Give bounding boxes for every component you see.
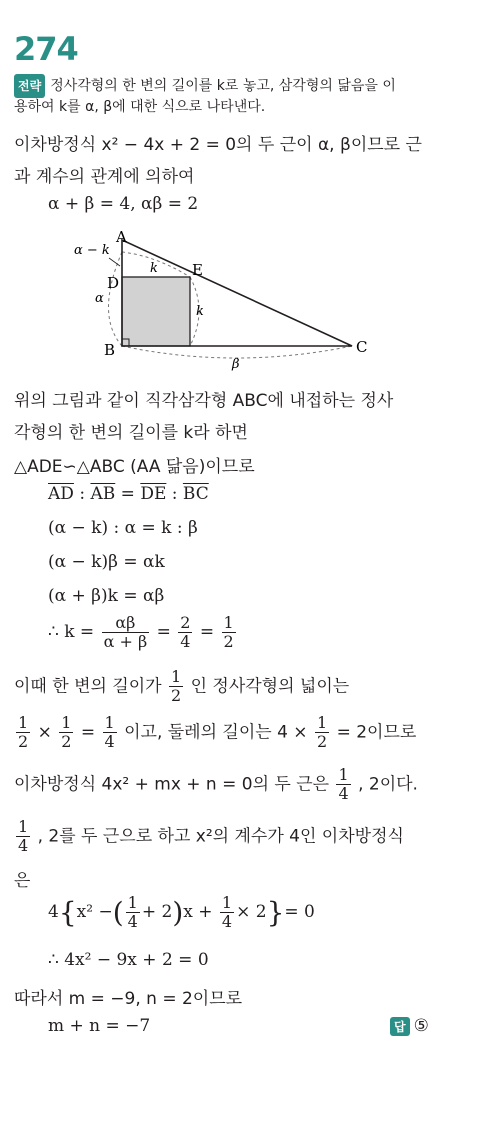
- problem-number: 274: [14, 30, 78, 68]
- segment-ad: $\overline{AD}$: [48, 484, 74, 504]
- line-ratio-alpha: (α − k) : α = k : β: [48, 518, 198, 538]
- line-m-n-values: 따라서 m = −9, n = 2이므로: [14, 989, 243, 1009]
- line-area-intro: 이때 한 변의 길이가 $\frac{1}{2}$ 인 정사각형의 넓이는: [14, 667, 350, 705]
- fraction-ab-over-sum: $\frac{\alpha\beta}{\alpha + \beta}$: [103, 613, 148, 651]
- segment-de: $\overline{DE}$: [140, 484, 167, 504]
- strategy-badge: 전략: [14, 74, 45, 98]
- label-pointer: [109, 258, 120, 266]
- answer-value: ⑤: [413, 1016, 429, 1036]
- segment-bc: $\overline{BC}$: [182, 484, 209, 504]
- line-k-value: ∴ k = $\frac{\alpha\beta}{\alpha + \beta}$ = $\frac{2}{4}$ = $\frac{1}{2}$: [48, 613, 234, 651]
- fraction-1-2: $\frac{1}{2}$: [223, 613, 234, 651]
- answer-badge: 답: [390, 1017, 410, 1036]
- segment-ab: $\overline{AB}$: [90, 484, 116, 504]
- label-beta: β: [232, 357, 240, 372]
- line-inscribed: 위의 그림과 같이 직각삼각형 ABC에 내접하는 정사: [14, 391, 394, 411]
- strategy-line-1: [14, 74, 396, 98]
- line-similarity: △ADE∽△ABC (AA 닮음)이므로: [14, 457, 255, 477]
- line-sum-product: α + β = 4, αβ = 2: [48, 194, 199, 214]
- line-eun: 은: [14, 871, 31, 891]
- label-k-top: k: [150, 261, 158, 276]
- line-result: m + n = −7: [48, 1016, 151, 1036]
- line-ratio: $\overline{AD}$ : $\overline{AB} = \overline{DE}$ : $\overline{BC}$: [48, 484, 209, 504]
- answer: [390, 1016, 429, 1036]
- vertex-a: A: [116, 228, 127, 246]
- vertex-c: C: [356, 338, 368, 356]
- line-side-k: 각형의 한 변의 길이를 k라 하면: [14, 423, 248, 443]
- line-sum-k: (α + β)k = αβ: [48, 586, 165, 606]
- therefore-k: ∴ k =: [48, 622, 95, 642]
- fraction-2-4: $\frac{2}{4}$: [180, 613, 191, 651]
- vertex-d: D: [107, 274, 120, 292]
- line-equation-intro: 이차방정식 x² − 4x + 2 = 0의 두 근이 α, β이므로 근: [14, 135, 422, 155]
- strategy-text-1: 정사각형의 한 변의 길이를 k로 놓고, 삼각형의 닮음을 이: [50, 78, 396, 94]
- strategy-line-2: 용하여 k를 α, β에 대한 식으로 나타낸다.: [14, 99, 266, 115]
- line-product: (α − k)β = αk: [48, 552, 165, 572]
- triangle-diagram: [60, 220, 380, 380]
- label-alpha: α: [95, 291, 104, 306]
- line-factored-equation: 4{x² −( $\frac{1}{4}$ + 2)x + $\frac{1}{4}$ × 2}= 0: [48, 893, 315, 931]
- inscribed-square: [122, 277, 190, 346]
- line-new-equation: 이차방정식 4x² + mx + n = 0의 두 근은 $\frac{1}{4}$ , 2이다.: [14, 765, 418, 803]
- vertex-e: E: [192, 261, 203, 279]
- vertex-b: B: [104, 341, 116, 359]
- label-k-right: k: [196, 304, 204, 319]
- line-two-roots: $\frac{1}{4}$ , 2를 두 근으로 하고 x²의 계수가 4인 이차방정식: [18, 817, 404, 855]
- line-area-perimeter: $\frac{1}{2}$ × $\frac{1}{2}$ = $\frac{1}{4}$ 이고, 둘레의 길이는 4 × $\frac{1}{2}$ = 2이므로: [18, 713, 417, 751]
- fraction-half: $\frac{1}{2}$: [171, 667, 182, 705]
- brace-alpha: [109, 252, 123, 346]
- line-vieta: 과 계수의 관계에 의하여: [14, 167, 195, 187]
- label-alpha-minus-k: α − k: [74, 243, 110, 258]
- line-final-equation: ∴ 4x² − 9x + 2 = 0: [48, 950, 209, 970]
